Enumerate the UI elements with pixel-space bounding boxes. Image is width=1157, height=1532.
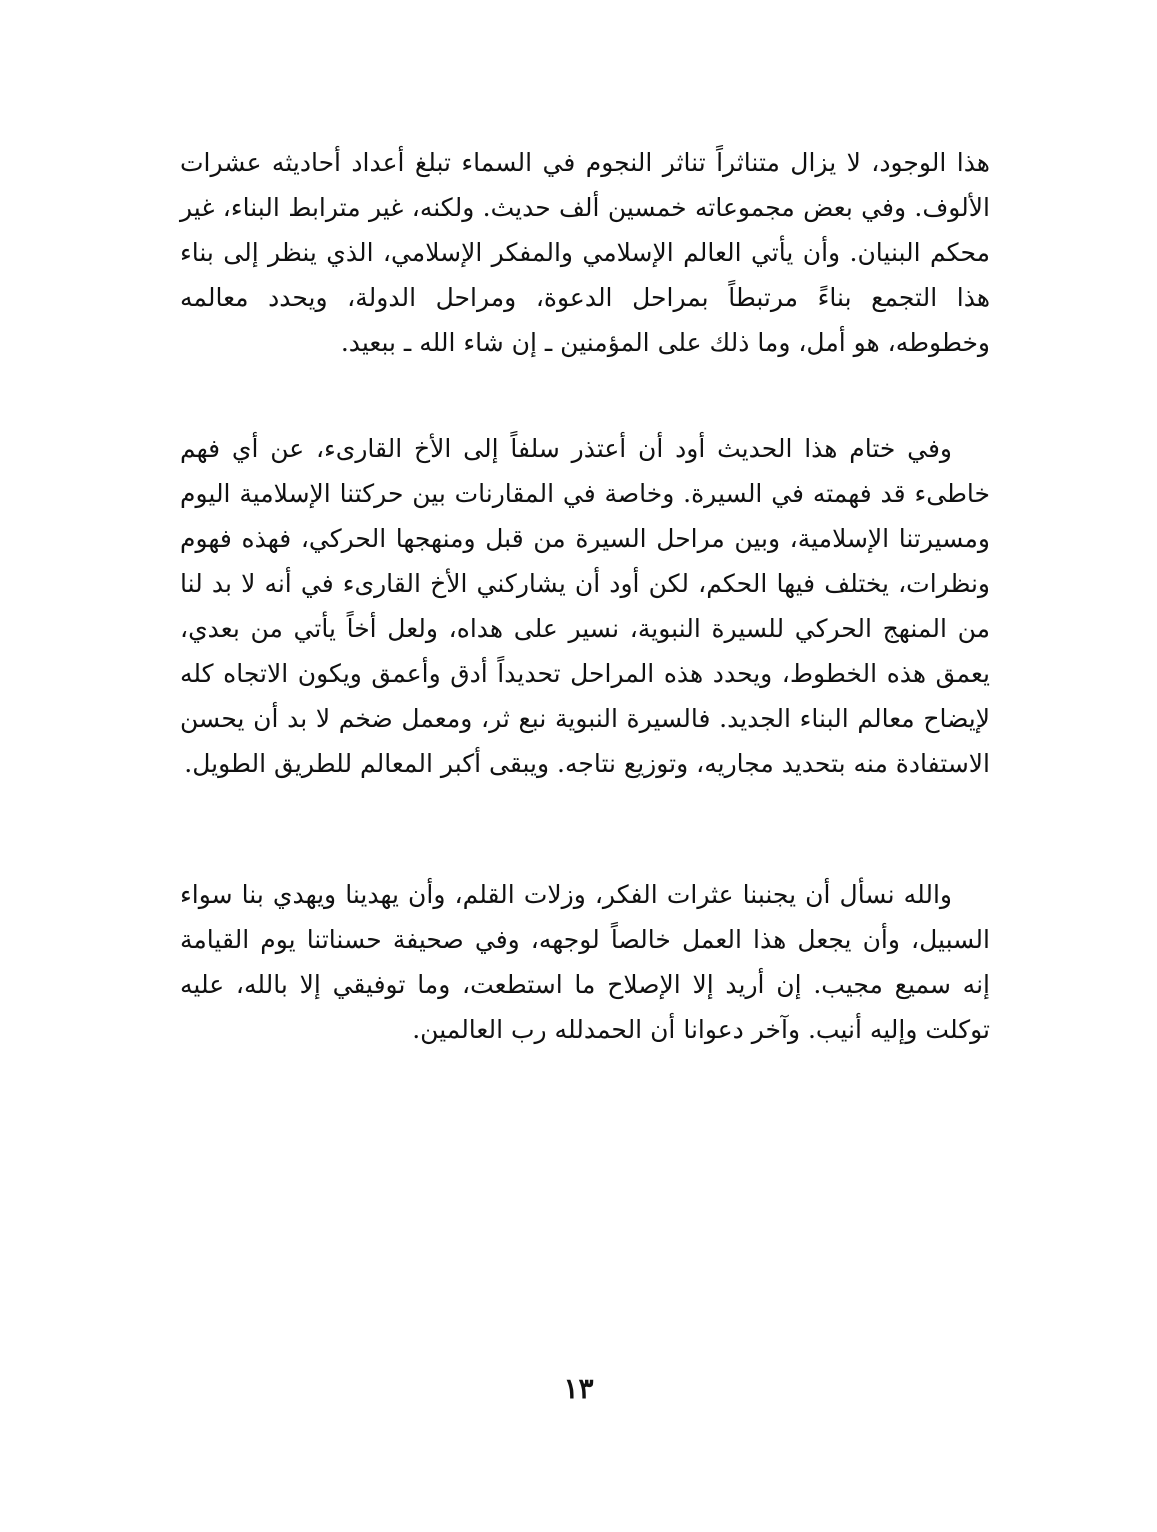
paragraph-2: وفي ختام هذا الحديث أود أن أعتذر سلفاً إلى الأخ القارىء، عن أي فهم خاطىء قد فهمته في السيرة. وخاصة في المقارنات بين حركتنا الإسلامية اليوم ومسيرتنا الإسلامية، وبين مراحل السيرة من قبل ومنهجها الحركي، فهذه فهوم ونظرات، يختلف فيها الحكم، لكن أود أن يشاركني الأخ القارىء في أنه لا بد لنا من المنهج الحركي للسيرة النبوية، نسير على هداه، ولعل أخاً يأتي من بعدي، يعمق هذه الخطوط، ويحدد هذه المراحل تحديداً أدق وأعمق ويكون الاتجاه كله لإيضاح معالم البناء الجديد. فالسيرة النبوية نبع ثر، ومعمل ضخم لا بد أن يحسن الاستفادة منه بتحديد مجاريه، وتوزيع نتاجه. ويبقى أكبر المعالم للطريق الطويل. [180, 434, 990, 778]
paragraph-1: هذا الوجود، لا يزال متناثراً تناثر النجوم في السماء تبلغ أعداد أحاديثه عشرات الألوف. وفي بعض مجموعاته خمسين ألف حديث. ولكنه، غير مترابط البناء، غير محكم البنيان. وأن يأتي العالم الإسلامي والمفكر الإسلامي، الذي ينظر إلى بناء هذا التجمع بناءً مرتبطاً بمراحل الدعوة، ومراحل الدولة، ويحدد معالمه وخطوطه، هو أمل، وما ذلك على المؤمنين ـ إن شاء الله ـ ببعيد. [180, 148, 990, 357]
page-number: ١٣ [563, 1372, 594, 1405]
paragraph-3: والله نسأل أن يجنبنا عثرات الفكر، وزلات القلم، وأن يهدينا ويهدي بنا سواء السبيل، وأن يجعل هذا العمل خالصاً لوجهه، وفي صحيفة حسناتنا يوم القيامة إنه سميع مجيب. إن أريد إلا الإصلاح ما استطعت، وما توفيقي إلا بالله، عليه توكلت وإليه أنيب. وآخر دعوانا أن الحمدلله رب العالمين. [180, 880, 990, 1044]
